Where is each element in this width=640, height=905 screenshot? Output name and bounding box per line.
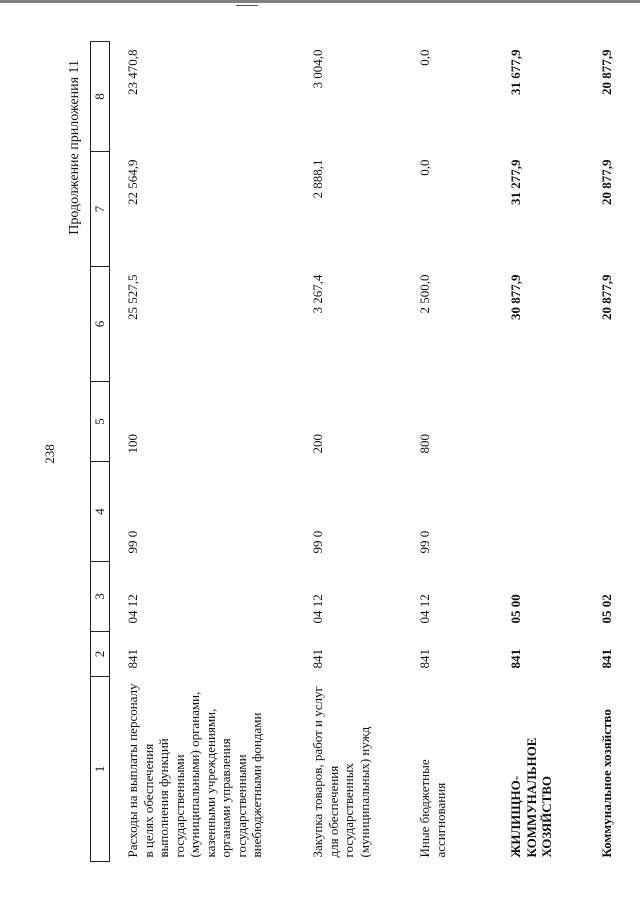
rotated-page-content bbox=[67, 42, 620, 862]
value-col-6: 3 267,4 bbox=[310, 274, 325, 314]
target-code bbox=[493, 462, 584, 562]
section-code: 05 00 bbox=[508, 594, 523, 624]
value-col-6: 25 527,5 bbox=[125, 274, 140, 320]
section-code: 04 12 bbox=[125, 594, 140, 624]
header-cell: 3 bbox=[91, 562, 110, 632]
expense-type-code bbox=[584, 382, 640, 462]
row-name: Расходы на выплаты персоналу в целях обеспечения выполнения функций государственными (муниципальными) органами, казенными учреждениями, органами управления государственными внебюджетными фондами bbox=[125, 683, 264, 858]
table-row bbox=[402, 42, 493, 862]
section-code: 04 12 bbox=[310, 594, 325, 624]
table-row bbox=[493, 42, 584, 862]
page-number: 238 bbox=[42, 444, 57, 464]
value-col-8: 0,0 bbox=[417, 49, 432, 66]
table-row bbox=[295, 42, 402, 862]
row-name: ЖИЛИЩНО-КОММУНАЛЬНОЕ ХОЗЯЙСТВО bbox=[508, 737, 554, 858]
expense-type-code bbox=[493, 382, 584, 462]
header-cell: 5 bbox=[91, 382, 110, 462]
value-col-7: 31 277,9 bbox=[508, 159, 523, 205]
scan-edge-line bbox=[0, 0, 640, 3]
header-cell: 1 bbox=[91, 677, 110, 862]
value-col-7: 0,0 bbox=[417, 159, 432, 176]
expense-type-code: 200 bbox=[310, 434, 325, 454]
value-col-8: 23 470,8 bbox=[125, 49, 140, 95]
header-row bbox=[91, 42, 110, 862]
grbs-code: 841 bbox=[417, 649, 432, 669]
header-cell: 8 bbox=[91, 42, 110, 152]
value-col-7: 2 888,1 bbox=[310, 159, 325, 199]
value-col-6: 2 500,0 bbox=[417, 274, 432, 314]
grbs-code: 841 bbox=[125, 649, 140, 669]
scan-mark bbox=[236, 5, 258, 6]
header-cell: 4 bbox=[91, 462, 110, 562]
target-code: 99 0 bbox=[417, 530, 432, 554]
value-col-6: 20 877,9 bbox=[599, 274, 614, 320]
section-code: 04 12 bbox=[417, 594, 432, 624]
grbs-code: 841 bbox=[310, 649, 325, 669]
value-col-6: 30 877,9 bbox=[508, 274, 523, 320]
budget-table bbox=[90, 41, 640, 862]
row-name: Коммунальное хозяйство bbox=[599, 709, 614, 858]
expense-type-code: 100 bbox=[125, 434, 140, 454]
value-col-7: 20 877,9 bbox=[599, 159, 614, 205]
header-cell: 6 bbox=[91, 267, 110, 382]
table-row bbox=[584, 42, 640, 862]
row-name: Закупка товаров, работ и услуг для обеспечения государственных (муниципальных) нужд bbox=[310, 686, 372, 858]
grbs-code: 841 bbox=[599, 649, 614, 669]
header-cell: 2 bbox=[91, 632, 110, 677]
value-col-7: 22 564,9 bbox=[125, 159, 140, 205]
continuation-title: Продолжение приложения 11 bbox=[67, 60, 82, 235]
table-row bbox=[110, 42, 296, 862]
grbs-code: 841 bbox=[508, 649, 523, 669]
expense-type-code: 800 bbox=[417, 434, 432, 454]
header-cell: 7 bbox=[91, 152, 110, 267]
value-col-8: 3 004,0 bbox=[310, 49, 325, 89]
target-code: 99 0 bbox=[310, 530, 325, 554]
section-code: 05 02 bbox=[599, 594, 614, 624]
target-code bbox=[584, 462, 640, 562]
target-code: 99 0 bbox=[125, 530, 140, 554]
value-col-8: 20 877,9 bbox=[599, 49, 614, 95]
value-col-8: 31 677,9 bbox=[508, 49, 523, 95]
row-name: Иные бюджетные ассигнования bbox=[417, 759, 448, 858]
